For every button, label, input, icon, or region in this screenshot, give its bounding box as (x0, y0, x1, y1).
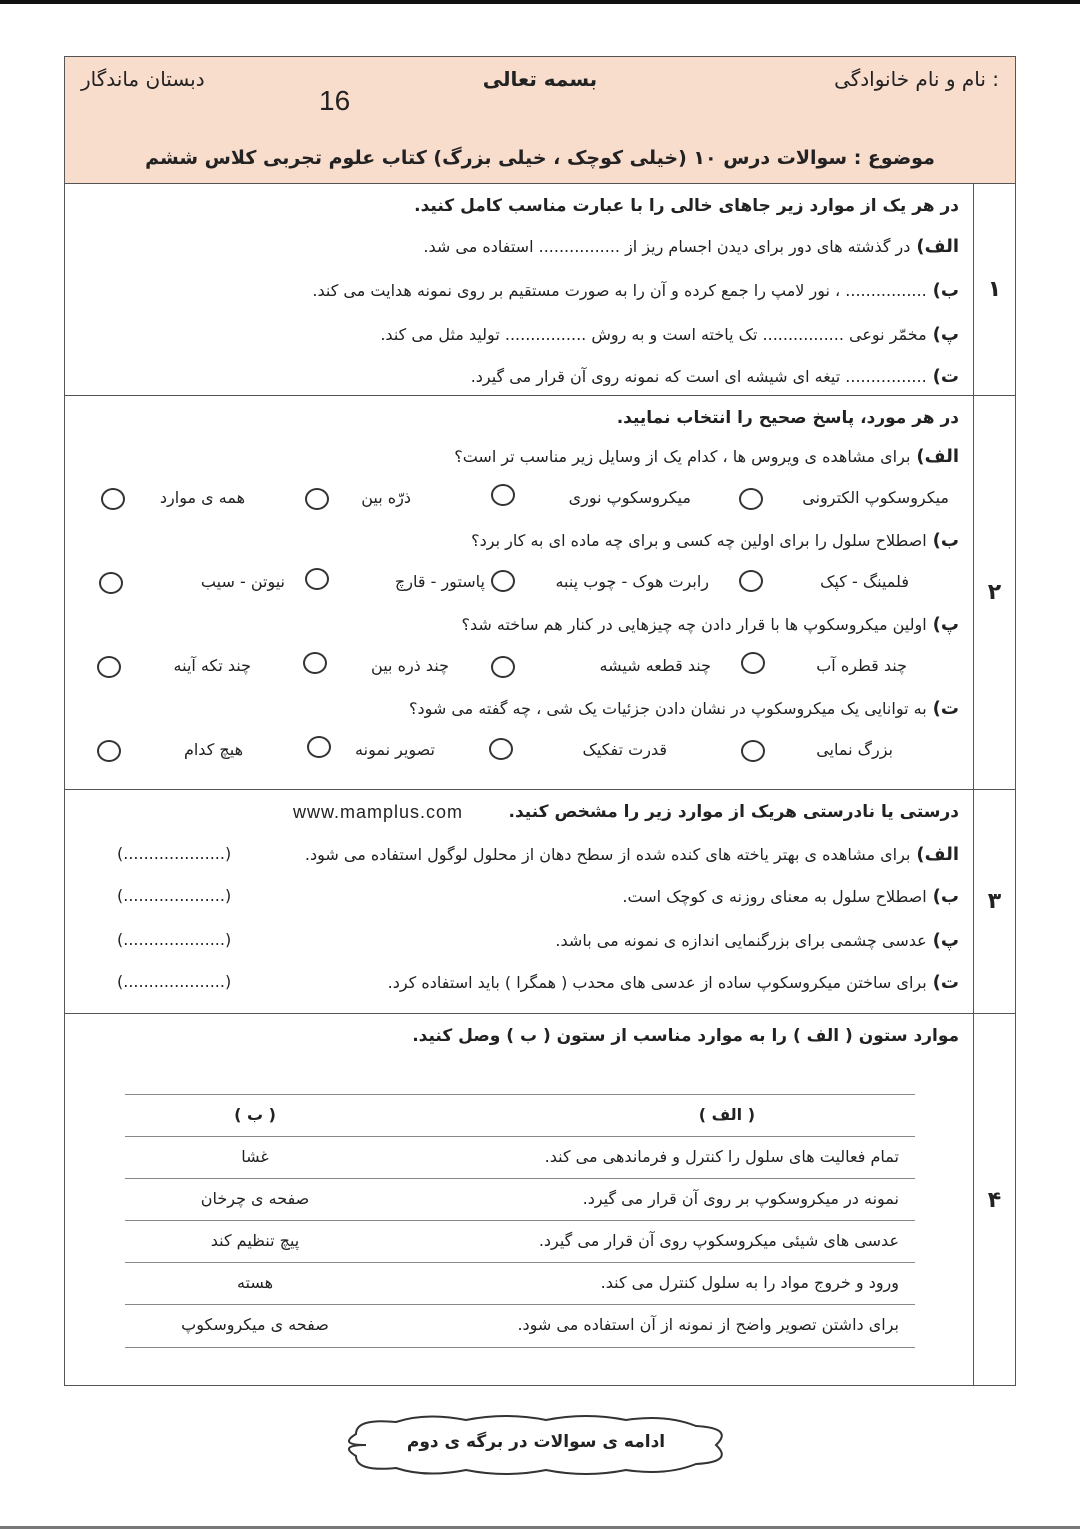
exam-topic: موضوع : سوالات درس ۱۰ (خیلی کوچک ، خیلی بزرگ) کتاب علوم تجربی کلاس ششم (145, 147, 935, 169)
answer-blank[interactable]: (....................) (117, 930, 232, 949)
option-radio[interactable] (97, 740, 121, 762)
item-label: ت) (932, 972, 959, 993)
option-radio[interactable] (307, 736, 331, 758)
item-label: الف) (916, 236, 959, 257)
column-a-cell: نمونه در میکروسکوپ بر روی آن قرار می گیرد. (582, 1189, 899, 1208)
option-label: قدرت تفکیک (582, 740, 667, 759)
question-instruction: درستی یا نادرستی هریک از موارد زیر را مشخص کنید. (508, 802, 959, 822)
item-text: ................ ، نور لامپ را جمع کرده و آن را به صورت مستقیم بر روی نمونه هدایت می کند. (312, 281, 927, 300)
option-label: هیچ کدام (183, 740, 243, 759)
column-a-cell: برای داشتن تصویر واضح از نمونه از آن استفاده می شود. (517, 1315, 899, 1334)
option-label: ذرّه بین (361, 488, 411, 507)
option-label: چند قطعه شیشه (599, 656, 711, 675)
matching-table (125, 1094, 915, 1346)
list-item (555, 930, 959, 951)
option-label: پاستور - قارچ (394, 572, 485, 591)
option-radio[interactable] (739, 488, 763, 510)
column-a-header: ( الف ) (698, 1105, 755, 1124)
item-text: برای مشاهده ی ویروس ها ، کدام یک از وسایل زیر مناسب تر است؟ (454, 447, 911, 466)
exam-sheet (64, 56, 1016, 1386)
option-label: میکروسکوپ الکترونی (802, 488, 949, 507)
column-b-header: ( ب ) (234, 1105, 276, 1124)
option-label: چند ذره بین (371, 656, 449, 675)
handwritten-score: 16 (319, 85, 351, 116)
option-label: میکروسکوپ نوری (568, 488, 691, 507)
option-radio[interactable] (303, 652, 327, 674)
option-radio[interactable] (739, 570, 763, 592)
item-label: ب) (932, 280, 959, 301)
item-label: ب) (932, 530, 959, 551)
list-item (423, 236, 959, 257)
item-text: مخمّر نوعی ................ تک یاخته است و به روش ................ تولید مثل می کند. (380, 325, 927, 344)
list-item (312, 280, 959, 301)
question-instruction: در هر مورد، پاسخ صحیح را انتخاب نمایید. (616, 408, 959, 428)
list-item (471, 530, 959, 551)
option-label: چند قطره آب (816, 656, 907, 675)
question-number: ۳ (973, 790, 1015, 1013)
top-border (0, 0, 1080, 4)
list-item (471, 366, 959, 387)
item-text: در گذشته های دور برای دیدن اجسام ریز از ................ استفاده می شد. (423, 237, 911, 256)
watermark-url: www.mamplus.com (293, 802, 464, 822)
option-radio[interactable] (305, 488, 329, 510)
table-row (125, 1178, 915, 1221)
option-radio[interactable] (491, 656, 515, 678)
option-radio[interactable] (741, 740, 765, 762)
option-radio[interactable] (741, 652, 765, 674)
option-radio[interactable] (97, 656, 121, 678)
answer-blank[interactable]: (....................) (117, 844, 232, 863)
item-text: برای مشاهده ی بهتر یاخته های کنده شده از سطح دهان از محلول لوگول استفاده می شود. (304, 845, 911, 864)
question-instruction: در هر یک از موارد زیر جاهای خالی را با عبارت مناسب کامل کنید. (414, 196, 959, 216)
column-a-cell: ورود و خروج مواد را به سلول کنترل می کند. (600, 1273, 899, 1292)
item-label: الف) (916, 844, 959, 865)
question-number: ۴ (973, 1014, 1015, 1386)
question-3 (65, 790, 1015, 1014)
item-label: ت) (932, 698, 959, 719)
item-label: پ) (932, 930, 959, 951)
list-item (622, 886, 959, 907)
item-text: اولین میکروسکوپ ها با قرار دادن چه چیزهایی در کنار هم ساخته شد؟ (461, 615, 927, 634)
item-label: الف) (916, 446, 959, 467)
column-b-cell: هسته (236, 1273, 274, 1292)
column-a-cell: تمام فعالیت های سلول را کنترل و فرماندهی می کند. (544, 1147, 899, 1166)
item-text: اصطلاح سلول را برای اولین چه کسی و برای چه ماده ای به کار برد؟ (471, 531, 927, 550)
option-label: چند تکه آینه (173, 656, 251, 675)
option-radio[interactable] (99, 572, 123, 594)
option-label: بزرگ نمایی (816, 740, 893, 759)
option-radio[interactable] (305, 568, 329, 590)
option-radio[interactable] (101, 488, 125, 510)
school-name: دبستان ماندگار (81, 67, 205, 91)
table-row (125, 1262, 915, 1305)
list-item (454, 446, 959, 467)
item-label: ب) (932, 886, 959, 907)
column-a-cell: عدسی های شیئی میکروسکوپ روی آن قرار می گیرد. (538, 1231, 899, 1250)
student-name-label: نام و نام خانوادگی : (834, 67, 999, 91)
answer-blank[interactable]: (....................) (117, 886, 232, 905)
item-label: پ) (932, 324, 959, 345)
header-title: بسمه تعالی (482, 67, 598, 91)
question-instruction: موارد ستون ( الف ) را به موارد مناسب از ستون ( ب ) وصل کنید. (412, 1026, 959, 1046)
answer-blank[interactable]: (....................) (117, 972, 232, 991)
list-item (388, 972, 959, 993)
table-header-row (125, 1094, 915, 1137)
item-label: پ) (932, 614, 959, 635)
item-label: ت) (932, 366, 959, 387)
list-item (305, 844, 959, 865)
exam-header (65, 57, 1015, 184)
continuation-note: ادامه ی سوالات در برگه ی دوم (406, 1432, 666, 1452)
option-label: رابرت هوک - چوب پنبه (555, 572, 709, 591)
item-text: برای ساختن میکروسکوپ ساده از عدسی های محدب ( همگرا ) باید استفاده کرد. (387, 973, 927, 992)
option-label: فلمینگ - کپک (820, 572, 909, 591)
question-2 (65, 396, 1015, 790)
column-b-cell: صفحه ی چرخان (200, 1189, 310, 1208)
option-radio[interactable] (489, 738, 513, 760)
question-4 (65, 1014, 1015, 1386)
item-text: عدسی چشمی برای بزرگنمایی اندازه ی نمونه می باشد. (555, 931, 927, 950)
bottom-border (0, 1526, 1080, 1529)
column-b-cell: غشا (241, 1147, 269, 1166)
table-row (125, 1304, 915, 1348)
option-radio[interactable] (491, 484, 515, 506)
column-b-cell: صفحه ی میکروسکوپ (181, 1315, 329, 1334)
list-item (409, 698, 959, 719)
option-label: همه ی موارد (159, 488, 245, 507)
item-text: اصطلاح سلول به معنای روزنه ی کوچک است. (622, 887, 927, 906)
item-text: ................ تیغه ای شیشه ای است که نمونه روی آن قرار می گیرد. (470, 367, 927, 386)
table-row (125, 1136, 915, 1179)
option-radio[interactable] (491, 570, 515, 592)
list-item (380, 324, 959, 345)
question-number: ۱ (973, 184, 1015, 395)
table-row (125, 1220, 915, 1263)
option-label: نیوتن - سیب (200, 572, 285, 591)
question-number: ۲ (973, 396, 1015, 789)
item-text: به توانایی یک میکروسکوپ در نشان دادن جزئیات یک شی ، چه گفته می شود؟ (408, 699, 927, 718)
column-b-cell: پیچ تنظیم کند (210, 1231, 300, 1250)
list-item (462, 614, 959, 635)
option-label: تصویر نمونه (355, 740, 435, 759)
question-1 (65, 184, 1015, 396)
